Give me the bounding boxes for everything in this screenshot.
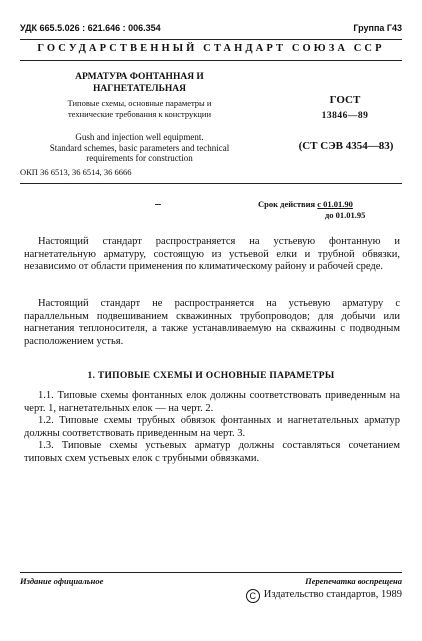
reprint-note: Перепечатка воспрещена <box>305 576 402 586</box>
validity-label: Срок действия <box>258 199 316 209</box>
st-sev-reference: (СТ СЭВ 4354—83) <box>298 140 394 152</box>
title-english <box>22 132 257 164</box>
edition-note: Издание официальное <box>20 576 104 586</box>
copyright-line <box>246 589 402 603</box>
okp-rule <box>20 183 402 184</box>
title-ru-line: АРМАТУРА ФОНТАННАЯ И <box>75 72 204 82</box>
dash-mark <box>155 204 161 205</box>
section-heading: 1. ТИПОВЫЕ СХЕМЫ И ОСНОВНЫЕ ПАРАМЕТРЫ <box>87 371 335 381</box>
intro-text-1: Настоящий стандарт распространяется на устьевую фонтанную и нагнетательную арматуру, состоящую из устьевой елки и трубной обвязки, независимо от области применения по климатическому району и рабочей среде. <box>24 236 400 273</box>
udk-code: УДК 665.5.026 : 621.646 : 006.354 <box>20 23 161 33</box>
top-rule <box>20 39 402 40</box>
gost-label: ГОСТ <box>329 94 361 106</box>
title-en-line: Gush and injection well equipment. <box>75 132 204 142</box>
clause-1-3: 1.3. Типовые схемы устьевых арматур должны составляться сочетанием типовых схем устьевых елок с трубными обвязками. <box>24 440 400 464</box>
subtitle-ru-line: технические требования к конструкции <box>67 109 212 119</box>
gost-number: 13846—89 <box>321 111 369 121</box>
group-code: Группа Г43 <box>353 23 402 33</box>
intro-paragraph <box>24 298 400 348</box>
subtitle-russian <box>22 98 257 120</box>
clause-1-2: 1.2. Типовые схемы трубных обвязок фонтанных и нагнетательных арматур должны соответствовать приведенным на черт. 3. <box>24 415 400 439</box>
section-paragraphs <box>24 390 400 466</box>
subtitle-ru-line: Типовые схемы, основные параметры и <box>67 98 212 108</box>
intro-text-2: Настоящий стандарт не распространяется на устьевую арматуру с параллельным подвешиванием скважинных трубопроводов; для добычи или нагнетания теплоносителя, а также устанавливаемую на скважины с подводным расположением устья. <box>24 298 400 347</box>
footer-rule <box>20 572 402 573</box>
title-russian <box>22 71 257 95</box>
validity-to: до 01.01.95 <box>325 210 366 220</box>
validity-from: с 01.01.90 <box>317 199 353 209</box>
title-en-line: requirements for construction <box>86 153 193 163</box>
clause-1-1: 1.1. Типовые схемы фонтанных елок должны соответствовать приведенным на черт. 1, нагнетательных елок — на черт. 2. <box>24 390 400 414</box>
title-en-line: Standard schemes, basic parameters and technical <box>49 142 230 153</box>
intro-paragraph <box>24 236 400 274</box>
validity-period <box>258 199 365 221</box>
okp-codes: ОКП 36 6513, 36 6514, 36 6666 <box>20 167 132 177</box>
copyright-icon: C <box>246 589 260 603</box>
header-rule <box>20 60 402 61</box>
copyright-text: Издательство стандартов, 1989 <box>263 589 402 600</box>
standard-name: ГОСУДАРСТВЕННЫЙ СТАНДАРТ СОЮЗА ССР <box>37 43 385 54</box>
title-ru-line: НАГНЕТАТЕЛЬНАЯ <box>93 84 186 94</box>
